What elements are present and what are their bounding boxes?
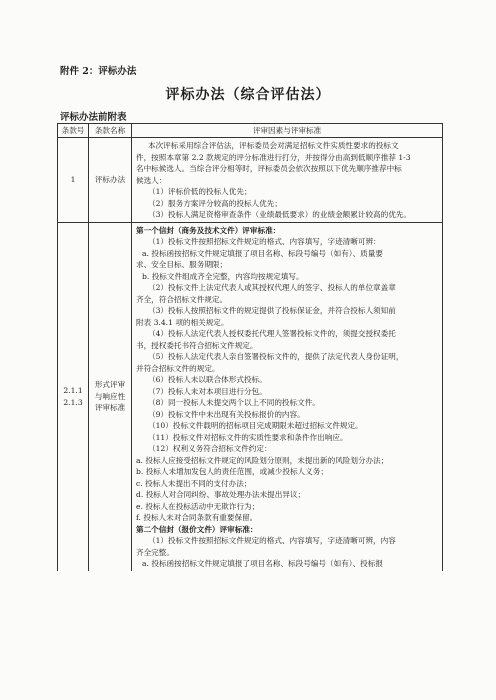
criteria-line: 件，按照本章第 2.2 款规定的评分标准进行打分，并按得分由高到低顺序推荐 1-3 (136, 152, 411, 162)
criteria-line: （1）评标价低的投标人优先； (148, 187, 252, 196)
criteria-line: （11）投标文件对招标文件的实质性要求和条件作出响应。 (148, 432, 348, 442)
table-row-formal-review (58, 222, 443, 571)
criteria-line: （8）同一投标人未提交两个以上不同的投标文件。 (148, 398, 320, 407)
criteria-line: 齐全，符合招标文件规定。 (136, 294, 228, 304)
criteria-line: （10）投标文件载明的招标项目完成期限未超过招标文件规定。 (148, 421, 363, 430)
criteria-line: （3）投标人满足资格审查条件（业绩最低要求）的业绩金额累计较高的优先。 (148, 210, 412, 219)
table-header-row (58, 124, 443, 138)
clause-name-line: 形式评审 (94, 380, 126, 390)
criteria-line: （12）权利义务符合招标文件约定： (148, 444, 272, 453)
criteria-line: e. 投标人在投标活动中无欺诈行为； (136, 501, 260, 511)
criteria-line: a. 投标函按招标文件规定填报了项目名称、标段号编号（如有）、质量要 (142, 248, 383, 258)
column-header-criteria: 评审因素与评审标准 (132, 124, 443, 138)
evaluation-table (57, 123, 443, 571)
criteria-line: （4）投标人法定代表人授权委托代理人签署投标文件的，须提交授权委托 (148, 329, 396, 338)
clause-no-cell (58, 222, 89, 571)
column-header-clause-name: 条款名称 (89, 124, 132, 138)
criteria-line: a. 投标人应接受招标文件规定的风险划分原则，未提出新的风险划分办法； (136, 455, 389, 465)
appendix-heading: 附件 2：评标办法 (60, 66, 137, 77)
criteria-line: （3）投标人按照招标文件的规定提供了投标保证金，并符合投标人须知前 (148, 306, 396, 315)
clause-name-cell (89, 222, 132, 571)
clause-name-line: 与响应性 (94, 391, 126, 401)
criteria-line: 候选人： (136, 175, 167, 185)
criteria-line: 附表 3.4.1 项的相关规定。 (136, 317, 229, 327)
criteria-line: （7）投标人未对本项目进行分包。 (148, 386, 267, 396)
criteria-line: 并符合招标文件的规定。 (136, 363, 220, 373)
criteria-line: 书，授权委托书符合招标文件规定。 (136, 340, 258, 350)
document-title: 评标办法（综合评估法） (165, 87, 331, 103)
criteria-line: d. 投标人对合同纠纷、事故处理办法未提出异议； (136, 490, 306, 499)
criteria-line: b. 投标人未增加发包人的责任范围，或减少投标人义务； (136, 467, 328, 476)
criteria-line: f. 投标人未对合同条款有重要保留。 (136, 513, 258, 522)
criteria-line: （2）服务方案评分较高的投标人优先； (148, 198, 282, 208)
criteria-cell (132, 138, 443, 223)
column-header-clause-no: 条款号 (58, 124, 89, 138)
section-heading: 第二个信封（报价文件）评审标准： (136, 524, 258, 534)
clause-no-line: 2.1.3 (63, 397, 83, 407)
table-caption: 评标办法前附表 (60, 112, 127, 123)
clause-name-cell: 评标办法 (89, 138, 132, 223)
criteria-line: b. 投标文件组成齐全完整，内容均按规定填写。 (142, 271, 304, 281)
criteria-line: 求、安全目标、服务期限； (136, 260, 228, 269)
criteria-line: 名中标候选人。当综合评分相等时，评标委员会依次按照以下优先顺序推荐中标 (136, 164, 402, 173)
section-heading: 第一个信封（商务及技术文件）评审标准： (136, 225, 281, 235)
criteria-line: 齐全完整。 (136, 547, 174, 557)
criteria-cell (132, 222, 443, 571)
criteria-line: （1）投标文件按照招标文件规定的格式、内容填写，字迹清晰可辨： (148, 237, 381, 246)
criteria-line: （2）投标文件上法定代表人或其授权代理人的签字、投标人的单位章盖章 (148, 283, 396, 292)
clause-no-line: 2.1.1 (63, 386, 83, 395)
criteria-line: c. 投标人未提出不同的支付办法； (136, 478, 252, 488)
criteria-line: a. 投标函按招标文件规定填报了项目名称、标段号编号（如有）、投标报 (142, 559, 383, 568)
criteria-line: （1）投标文件按照招标文件规定的格式、内容填写，字迹清晰可辨，内容 (148, 536, 396, 545)
criteria-line: （9）投标文件中未出现有关投标报价的内容。 (148, 409, 305, 419)
criteria-line: （5）投标人法定代表人亲自签署投标文件的，提供了法定代表人身份证明， (148, 352, 404, 361)
criteria-line: （6）投标人未以联合体形式投标。 (148, 375, 267, 384)
table-row-method (58, 138, 443, 223)
criteria-line: 本次评标采用综合评估法，评标委员会对满足招标文件实质性要求的投标文 (148, 141, 399, 150)
clause-name-line: 评审标准 (94, 403, 126, 413)
clause-no-cell: 1 (58, 138, 89, 223)
